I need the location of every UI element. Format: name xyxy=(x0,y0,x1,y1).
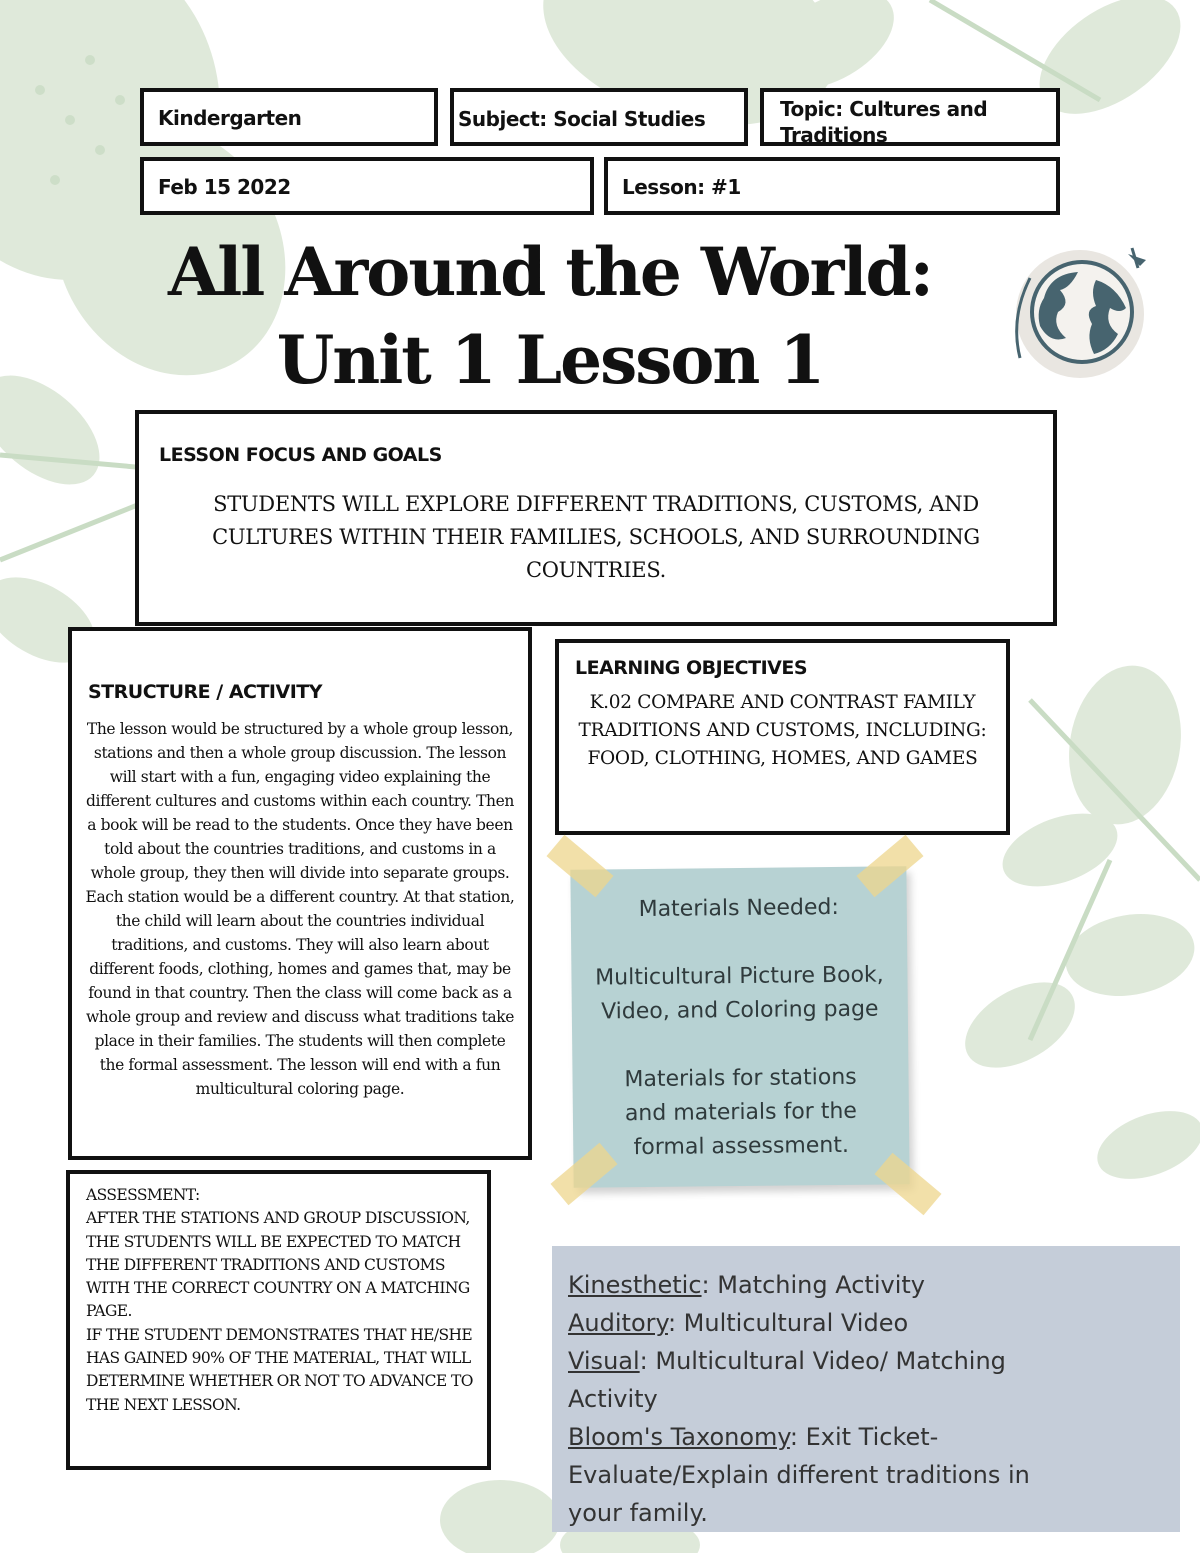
date-box xyxy=(140,157,594,215)
topic-box xyxy=(760,88,1060,146)
materials-note xyxy=(570,866,909,1188)
materials-item-2: Materials for stations and materials for the formal assessment. xyxy=(624,1064,858,1161)
objectives-text: K.02 COMPARE AND CONTRAST FAMILY TRADITIONS AND CUSTOMS, INCLUDING: FOOD, CLOTHING, HOMES, AND GAMES xyxy=(578,692,987,769)
assessment-text-2: IF THE STUDENT DEMONSTRATES THAT HE/SHE HAS GAINED 90% OF THE MATERIAL, THAT WILL DETERMINE WHETHER OR NOT TO ADVANCE TO THE NEXT LESSON. xyxy=(86,1325,473,1414)
lesson-label: Lesson: #1 xyxy=(622,175,741,199)
structure-text: The lesson would be structured by a whole group lesson, stations and then a whole group discussion. The lesson will start with a fun, engaging video explaining the different cultures and customs within each country. Then a book will be read to the students. Once they have been told about the countries traditions, and customs in a whole group, they then will divide into separate groups. Each station would be a different country. At that station, the child will learn about the countries individual traditions, and customs. They will also learn about different foods, clothing, homes and games that, may be found in that country. Then the class will come back as a whole group and review and discuss what traditions take place in their families. The students will then complete the formal assessment. The lesson will end with a fun multicultural coloring page. xyxy=(85,720,515,1098)
airplane-icon xyxy=(1128,248,1146,268)
assessment-box xyxy=(66,1170,491,1470)
objectives-box xyxy=(555,639,1010,835)
kinesthetic-label: Kinesthetic xyxy=(568,1271,702,1299)
kinesthetic-value: : Matching Activity xyxy=(701,1271,925,1299)
materials-item-1: Multicultural Picture Book, Video, and Coloring page xyxy=(595,962,884,1025)
visual-label: Visual xyxy=(568,1347,640,1375)
lesson-focus-text: STUDENTS WILL EXPLORE DIFFERENT TRADITIONS, CUSTOMS, AND CULTURES WITHIN THEIR FAMILIES, SCHOOLS, AND SURROUNDING COUNTRIES. xyxy=(212,492,980,582)
auditory-label: Auditory xyxy=(568,1309,668,1337)
globe-icon xyxy=(1000,238,1160,378)
title-line-1: All Around the World: xyxy=(168,233,932,311)
date-label: Feb 15 2022 xyxy=(158,175,291,199)
kinesthetic-row xyxy=(568,1266,1164,1304)
auditory-row xyxy=(568,1304,1164,1342)
assessment-heading: ASSESSMENT: xyxy=(86,1186,200,1204)
lesson-focus-heading: LESSON FOCUS AND GOALS xyxy=(159,444,442,466)
topic-label: Topic: Cultures and Traditions xyxy=(780,97,988,147)
subject-box xyxy=(450,88,748,146)
auditory-value: : Multicultural Video xyxy=(667,1309,909,1337)
learning-styles-box xyxy=(552,1246,1180,1532)
blooms-row xyxy=(568,1418,1164,1532)
page-title xyxy=(100,228,1000,404)
grade-box xyxy=(140,88,438,146)
structure-box xyxy=(68,627,532,1160)
visual-value: : Multicultural Video/ Matching Activity xyxy=(568,1347,1006,1413)
lesson-box xyxy=(604,157,1060,215)
blooms-value: : Exit Ticket- Evaluate/Explain different traditions in your family. xyxy=(568,1423,1030,1527)
title-line-2: Unit 1 Lesson 1 xyxy=(276,321,824,399)
materials-heading: Materials Needed: xyxy=(638,894,839,923)
assessment-text: AFTER THE STATIONS AND GROUP DISCUSSION, THE STUDENTS WILL BE EXPECTED TO MATCH THE DIFFERENT TRADITIONS AND CUSTOMS WITH THE CORRECT COUNTRY ON A MATCHING PAGE. xyxy=(86,1209,470,1321)
subject-label: Subject: Social Studies xyxy=(458,107,706,131)
grade-label: Kindergarten xyxy=(158,106,302,130)
structure-heading: STRUCTURE / ACTIVITY xyxy=(88,681,322,703)
lesson-focus-box xyxy=(135,410,1057,626)
objectives-heading: LEARNING OBJECTIVES xyxy=(575,657,808,679)
blooms-label: Bloom's Taxonomy xyxy=(568,1423,790,1451)
visual-row xyxy=(568,1342,1164,1418)
